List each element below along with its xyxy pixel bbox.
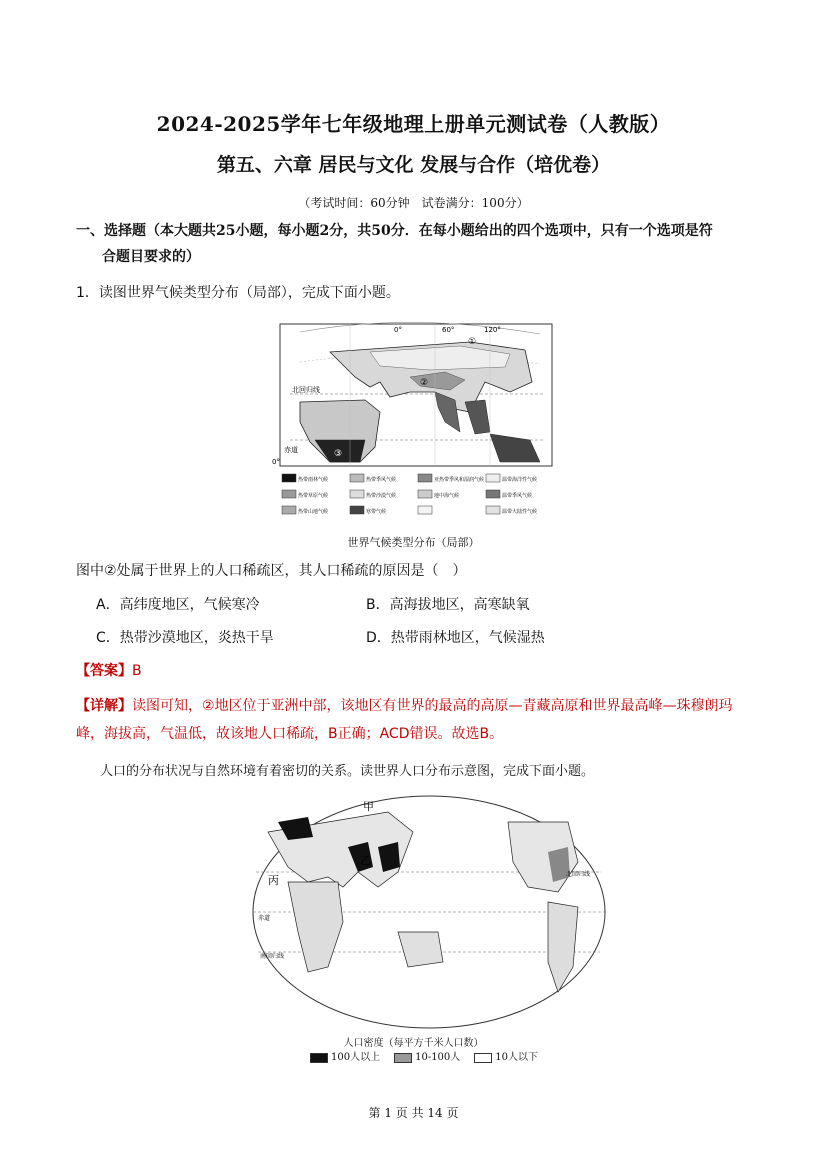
legend-item: 10人以下 bbox=[474, 1048, 538, 1063]
detail-label: 【详解】 bbox=[76, 698, 132, 714]
svg-text:亚热带季风和湿润气候: 亚热带季风和湿润气候 bbox=[434, 477, 485, 483]
svg-text:热带草原气候: 热带草原气候 bbox=[298, 493, 329, 499]
option-d[interactable]: D．热带雨林地区，气候湿热 bbox=[366, 630, 545, 646]
option-a[interactable]: A．高纬度地区，气候寒冷 bbox=[96, 597, 260, 613]
lon-label: 60° bbox=[442, 326, 455, 334]
svg-text:热带山地气候: 热带山地气候 bbox=[298, 509, 329, 515]
climate-map-figure bbox=[270, 322, 554, 524]
population-legend-title: 人口密度（每平方千米人口数） bbox=[343, 1038, 484, 1049]
svg-text:热带季风气候: 热带季风气候 bbox=[366, 477, 397, 483]
detail-text: 读图可知，②地区位于亚洲中部，该地区有世界的最高的高原—青藏高原和世界最高峰—珠穆朗玛峰，海拔高，气温低，故该地人口稀疏，B正确；ACD错误。故选B。 bbox=[76, 698, 733, 742]
answer-value: B bbox=[132, 663, 142, 679]
lat-label: 北回归线 bbox=[566, 871, 591, 878]
exam-info: （考试时间：60分钟 试卷满分：100分） bbox=[298, 196, 529, 210]
section-heading-line2: 合题目要求的） bbox=[102, 249, 200, 265]
lat-label: 赤道 bbox=[258, 915, 271, 922]
svg-text:热带雨林气候: 热带雨林气候 bbox=[298, 477, 329, 483]
page-subtitle: 第五、六章 居民与文化 发展与合作（培优卷） bbox=[216, 154, 611, 176]
answer bbox=[76, 660, 142, 680]
detail-explanation bbox=[76, 692, 756, 748]
answer-label: 【答案】 bbox=[76, 663, 132, 679]
marker-label: ② bbox=[420, 378, 429, 388]
marker-label: ③ bbox=[334, 449, 343, 459]
page-footer: 第 1 页 共 14 页 bbox=[368, 1106, 459, 1120]
region-label: 乙 bbox=[360, 854, 371, 867]
question-2-intro: 人口的分布状况与自然环境有着密切的关系。读世界人口分布示意图，完成下面小题。 bbox=[100, 764, 595, 779]
population-map bbox=[248, 792, 610, 1042]
marker-label: ① bbox=[468, 337, 477, 347]
svg-text:温带季风气候: 温带季风气候 bbox=[502, 493, 533, 499]
lat-label: 0° bbox=[272, 458, 280, 466]
option-b[interactable]: B．高海拔地区，高寒缺氧 bbox=[366, 597, 530, 613]
svg-text:温带海洋性气候: 温带海洋性气候 bbox=[502, 477, 538, 483]
legend-item: 10-100人 bbox=[394, 1048, 460, 1063]
lat-label: 南回归线 bbox=[260, 953, 285, 960]
lon-label: 120° bbox=[484, 326, 501, 334]
population-map-figure bbox=[248, 792, 610, 1042]
svg-text:寒带气候: 寒带气候 bbox=[366, 509, 387, 515]
lat-label: 赤道 bbox=[284, 446, 298, 454]
option-c[interactable]: C．热带沙漠地区，炎热干旱 bbox=[96, 630, 274, 646]
climate-legend bbox=[282, 474, 537, 515]
population-legend bbox=[310, 1048, 538, 1063]
page-title: 2024-2025学年七年级地理上册单元测试卷（人教版） bbox=[156, 112, 671, 136]
legend-item: 100人以上 bbox=[310, 1048, 380, 1063]
question-stem: 图中②处属于世界上的人口稀疏区，其人口稀疏的原因是（ ） bbox=[76, 563, 467, 579]
climate-map-caption: 世界气候类型分布（局部） bbox=[347, 536, 480, 549]
climate-map bbox=[270, 322, 554, 524]
question-1-intro: 1．读图世界气候类型分布（局部），完成下面小题。 bbox=[76, 285, 400, 301]
svg-text:温带大陆性气候: 温带大陆性气候 bbox=[502, 509, 538, 515]
svg-text:地中海气候: 地中海气候 bbox=[434, 493, 460, 499]
region-label: 甲 bbox=[363, 800, 374, 813]
svg-text:热带沙漠气候: 热带沙漠气候 bbox=[366, 493, 397, 499]
lat-label: 北回归线 bbox=[292, 386, 320, 394]
section-heading-line1: 一、选择题（本大题共25小题，每小题2分，共50分．在每小题给出的四个选项中，只有一个选项是符 bbox=[76, 223, 713, 239]
region-label: 丙 bbox=[268, 874, 279, 887]
lon-label: 0° bbox=[394, 326, 402, 334]
